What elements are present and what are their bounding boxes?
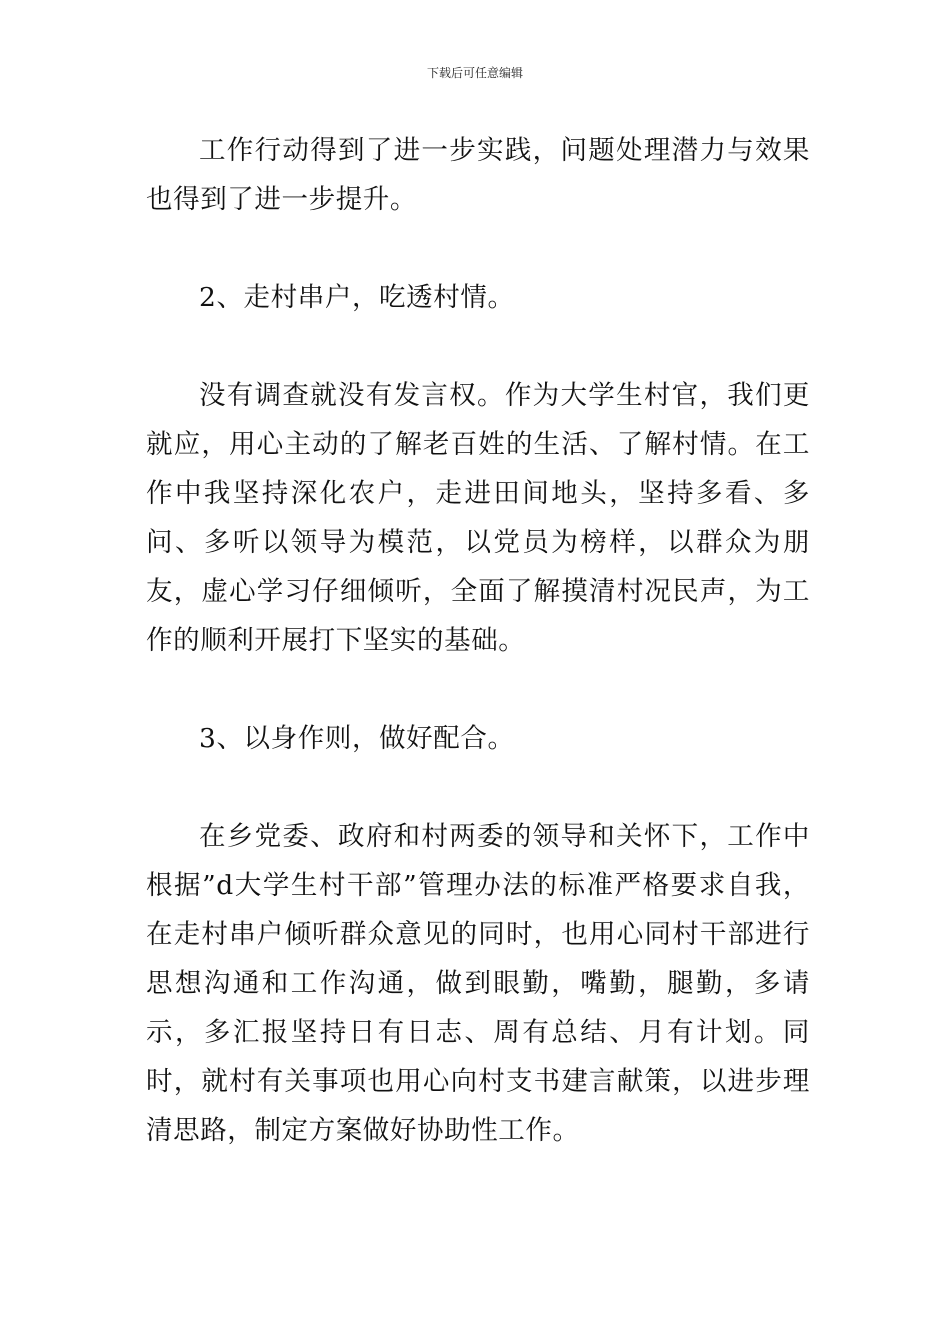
paragraph-1: 工作行动得到了进一步实践，问题处理潜力与效果也得到了进一步提升。 — [146, 135, 810, 215]
paragraph-spacer — [146, 665, 810, 714]
paragraph-spacer — [146, 763, 810, 812]
document-body — [146, 126, 810, 1155]
paragraph-spacer — [146, 322, 810, 371]
paragraph-spacer — [146, 224, 810, 273]
paragraph-2: 没有调查就没有发言权。作为大学生村官，我们更就应，用心主动的了解老百姓的生活、了解村情。在工作中我坚持深化农户，走进田间地头，坚持多看、多问、多听以领导为模范，以党员为榜样，以群众为朋友，虚心学习仔细倾听，全面了解摸清村况民声，为工作的顺利开展打下坚实的基础。 — [146, 380, 810, 656]
page-header: 下载后可任意编辑 — [426, 66, 523, 80]
paragraph-3: 在乡党委、政府和村两委的领导和关怀下，工作中根据”d大学生村干部”管理办法的标准严格要求自我，在走村串户倾听群众意见的同时，也用心同村干部进行思想沟通和工作沟通，做到眼勤，嘴勤，腿勤，多请示，多汇报坚持日有日志、周有总结、月有计划。同时，就村有关事项也用心向村支书建言献策，以进步理清思路，制定方案做好协助性工作。 — [146, 821, 810, 1146]
section-heading-2: 2、走村串户，吃透村情。 — [199, 282, 515, 313]
section-heading-3: 3、以身作则，做好配合。 — [199, 723, 515, 754]
